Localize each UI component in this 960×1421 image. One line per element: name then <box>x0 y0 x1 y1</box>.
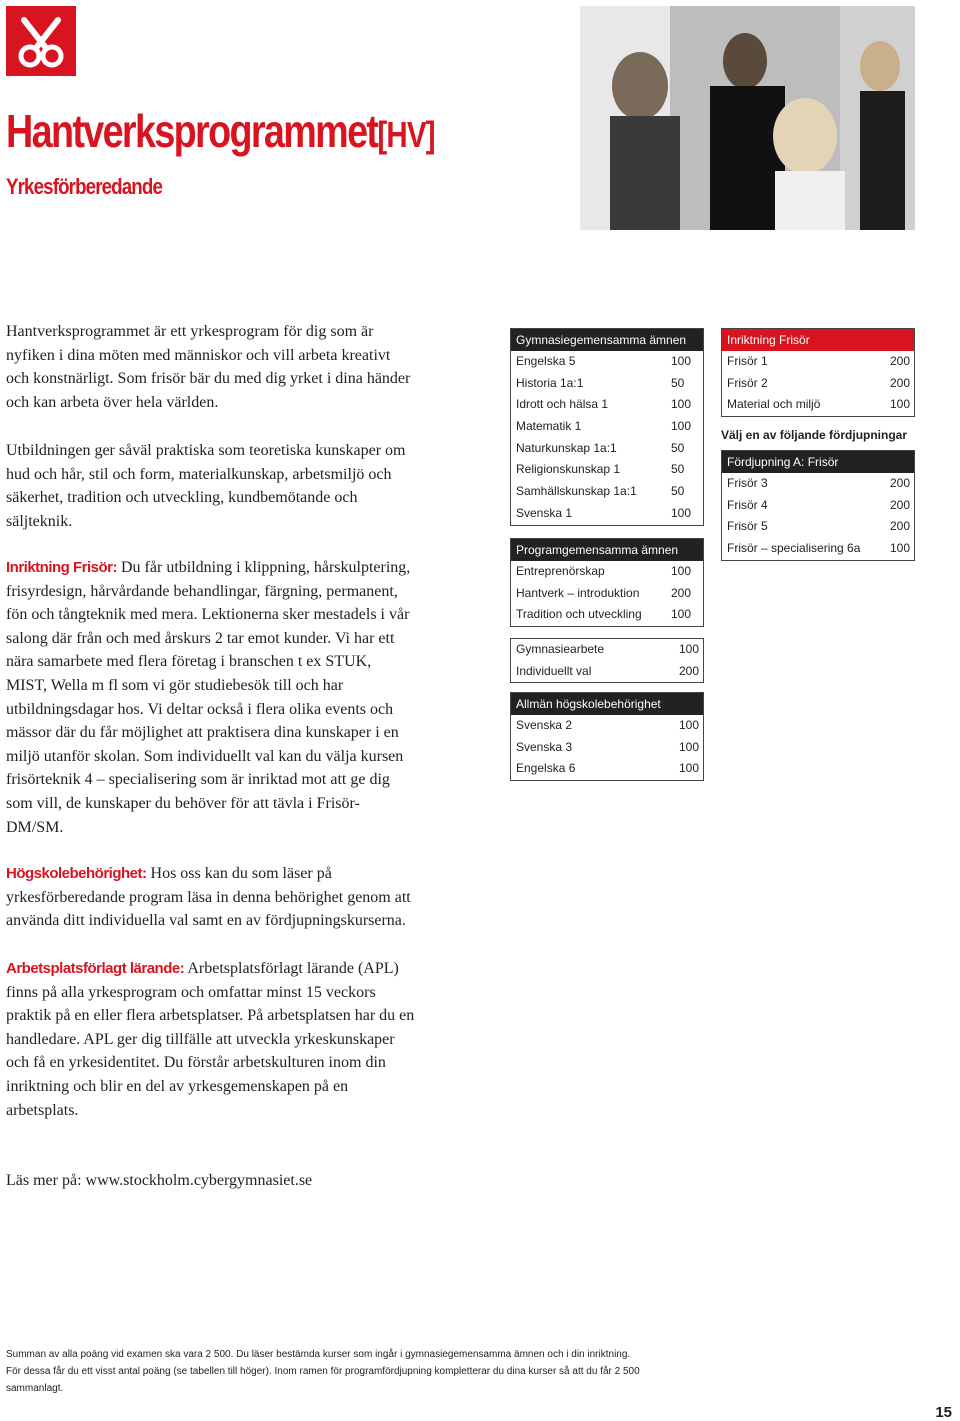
course-points: 200 <box>890 354 911 368</box>
course-points: 100 <box>671 419 692 434</box>
table-gymnasiegemensamma <box>510 328 704 526</box>
course-points: 200 <box>890 476 911 490</box>
course-points: 100 <box>890 397 911 412</box>
table-row <box>511 373 703 395</box>
course-points: 100 <box>679 718 700 732</box>
table-programgemensamma <box>510 538 704 627</box>
table-row <box>511 661 703 683</box>
table-fordjupning <box>721 450 915 561</box>
table-hogskolebehorighet <box>510 692 704 781</box>
salon-photo <box>580 6 915 230</box>
table-row <box>511 737 703 759</box>
table-gymnasiearbete <box>510 638 704 683</box>
course-points: 50 <box>671 462 685 477</box>
course-name: Engelska 5 <box>516 354 576 368</box>
course-points: 200 <box>890 497 911 512</box>
table-row <box>511 583 703 605</box>
intro-paragraph: Hantverksprogrammet är ett yrkesprogram för dig som är nyfiken i dina möten med människor och vill arbeta kreativt och konstnärligt. Som frisör bär du med dig yrket i dina händer och kan arbeta över hela världen. <box>6 323 411 411</box>
title-code: [HV] <box>377 114 435 155</box>
course-name: Svenska 3 <box>516 739 573 754</box>
course-name: Frisör 5 <box>727 519 768 534</box>
hogskola-paragraph <box>6 862 416 933</box>
table-row <box>722 394 914 416</box>
table-row <box>511 394 703 416</box>
apl-text: Arbetsplatsförlagt lärande (APL) finns på alla yrkesprogram och omfattar minst 15 veckors praktik på en eller flera arbetsplatser. På arbetsplatsen har du en handledare. APL ger dig tillfälle att utveckla yrkeskunskaper och få en yrkesidentitet. Du förstår arbetskulturen inom din inriktning och blir en del av yrkesgemenskapen på en arbetsplats. <box>6 960 415 1119</box>
hogskola-lead: Högskolebehörighet: <box>6 865 147 882</box>
table-row <box>511 416 703 438</box>
apl-paragraph <box>6 957 416 1122</box>
course-points: 100 <box>671 607 692 622</box>
table-row <box>722 516 914 538</box>
table-header: Programgemensamma ämnen <box>511 539 703 561</box>
table-row <box>511 758 703 780</box>
table-row <box>511 351 703 373</box>
course-name: Frisör – specialisering 6a <box>727 541 861 556</box>
hogskola-text: Hos oss kan du som läser på yrkesförberedande program läsa in denna behörighet genom att använda ditt individuella val samt en av fördjupningskurserna. <box>6 865 411 930</box>
course-name: Samhällskunskap 1a:1 <box>516 484 637 499</box>
choose-specialization-label: Välj en av följande fördjupningar <box>721 428 908 442</box>
page-number: 15 <box>935 1404 952 1421</box>
course-name: Historia 1a:1 <box>516 375 584 390</box>
read-more-link[interactable]: Läs mer på: www.stockholm.cybergymnasiet.se <box>6 1172 313 1189</box>
table-row <box>511 503 703 525</box>
course-points: 50 <box>671 440 685 455</box>
page-title <box>6 104 435 158</box>
course-name: Frisör 2 <box>727 375 768 390</box>
course-points: 100 <box>671 397 692 412</box>
course-points: 200 <box>671 585 692 600</box>
course-name: Individuellt val <box>516 663 592 678</box>
course-points: 100 <box>671 505 692 520</box>
course-name: Hantverk – introduktion <box>516 585 640 600</box>
course-name: Tradition och utveckling <box>516 607 642 622</box>
table-row <box>511 604 703 626</box>
course-name: Idrott och hälsa 1 <box>516 397 609 412</box>
photo-illustration <box>580 6 915 230</box>
table-row <box>511 715 703 737</box>
table-row <box>511 481 703 503</box>
table-row <box>722 473 914 495</box>
table-row <box>511 561 703 583</box>
course-points: 200 <box>890 375 911 390</box>
table-row <box>722 538 914 560</box>
scissors-logo <box>6 6 76 76</box>
course-name: Naturkunskap 1a:1 <box>516 440 617 455</box>
course-points: 100 <box>671 564 692 578</box>
table-header: Gymnasiegemensamma ämnen <box>511 329 703 351</box>
inriktning-paragraph <box>6 556 416 839</box>
course-points: 100 <box>679 761 700 776</box>
course-name: Engelska 6 <box>516 761 576 776</box>
course-name: Frisör 3 <box>727 476 768 490</box>
inriktning-lead: Inriktning Frisör: <box>6 559 117 576</box>
course-name: Gymnasiearbete <box>516 642 605 656</box>
table-row <box>722 351 914 373</box>
table-row <box>722 495 914 517</box>
table-header: Allmän högskolebehörighet <box>511 693 703 715</box>
course-points: 200 <box>890 519 911 534</box>
table-row <box>511 639 703 661</box>
title-text: Hantverksprogrammet <box>6 105 378 157</box>
course-name: Entreprenörskap <box>516 564 605 578</box>
course-name: Frisör 4 <box>727 497 768 512</box>
course-points: 100 <box>890 541 911 556</box>
footnote: Summan av alla poäng vid examen ska vara 2 500. Du läser bestämda kurser som ingår i gymnasiegemensamma ämnen och i din inriktning. För dessa får du ett visst antal poäng (se tabellen till höger). Inom ramen för programfördjupning kompletterar du dina kurser så att du får 2 500 sammanlagt. <box>6 1349 640 1394</box>
course-points: 100 <box>679 739 700 754</box>
course-points: 200 <box>679 663 700 678</box>
table-row <box>511 459 703 481</box>
course-name: Religionskunskap 1 <box>516 462 621 477</box>
apl-lead: Arbetsplatsförlagt lärande: <box>6 960 185 977</box>
course-points: 50 <box>671 375 685 390</box>
course-name: Frisör 1 <box>727 354 768 368</box>
education-paragraph: Utbildningen ger såväl praktiska som teoretiska kunskaper om hud och hår, stil och form, materialkunskap, arbetsmiljö och säkerhet, tradition och utveckling, kundbemötande och säljteknik. <box>6 442 406 530</box>
table-row <box>722 373 914 395</box>
scissors-icon <box>6 6 76 76</box>
course-points: 100 <box>679 642 700 656</box>
course-name: Material och miljö <box>727 397 821 412</box>
table-inriktning-frisor <box>721 328 915 417</box>
table-header: Inriktning Frisör <box>722 329 914 351</box>
course-points: 50 <box>671 484 685 499</box>
table-header: Fördjupning A: Frisör <box>722 451 914 473</box>
inriktning-text: Du får utbildning i klippning, hårskulptering, frisyrdesign, hårvårdande behandlingar, färgning, permanent, fön och tångteknik med mera. Lektionerna sker mestadels i vår salong där från och med årskurs 2 tar emot kunder. Vi har ett nära samarbete med flera företag i branschen t ex STUK, MIST, Wella m fl som vi gör studiebesök till och har utbildningsdagar hos. Vi deltar också i flera olika events och mässor där du får möjlighet att praktisera dina kunskaper i en miljö utanför skolan. Som individuellt val kan du välja kursen frisörteknik 4 – specialisering som är inriktad mot att ge dig som vill, de kunskaper du behöver för att tävla i Frisör-DM/SM. <box>6 559 411 836</box>
page-subtitle: Yrkesförberedande <box>6 174 163 199</box>
course-name: Matematik 1 <box>516 419 582 434</box>
table-row <box>511 438 703 460</box>
course-name: Svenska 1 <box>516 505 573 520</box>
course-name: Svenska 2 <box>516 718 573 732</box>
course-points: 100 <box>671 354 692 368</box>
